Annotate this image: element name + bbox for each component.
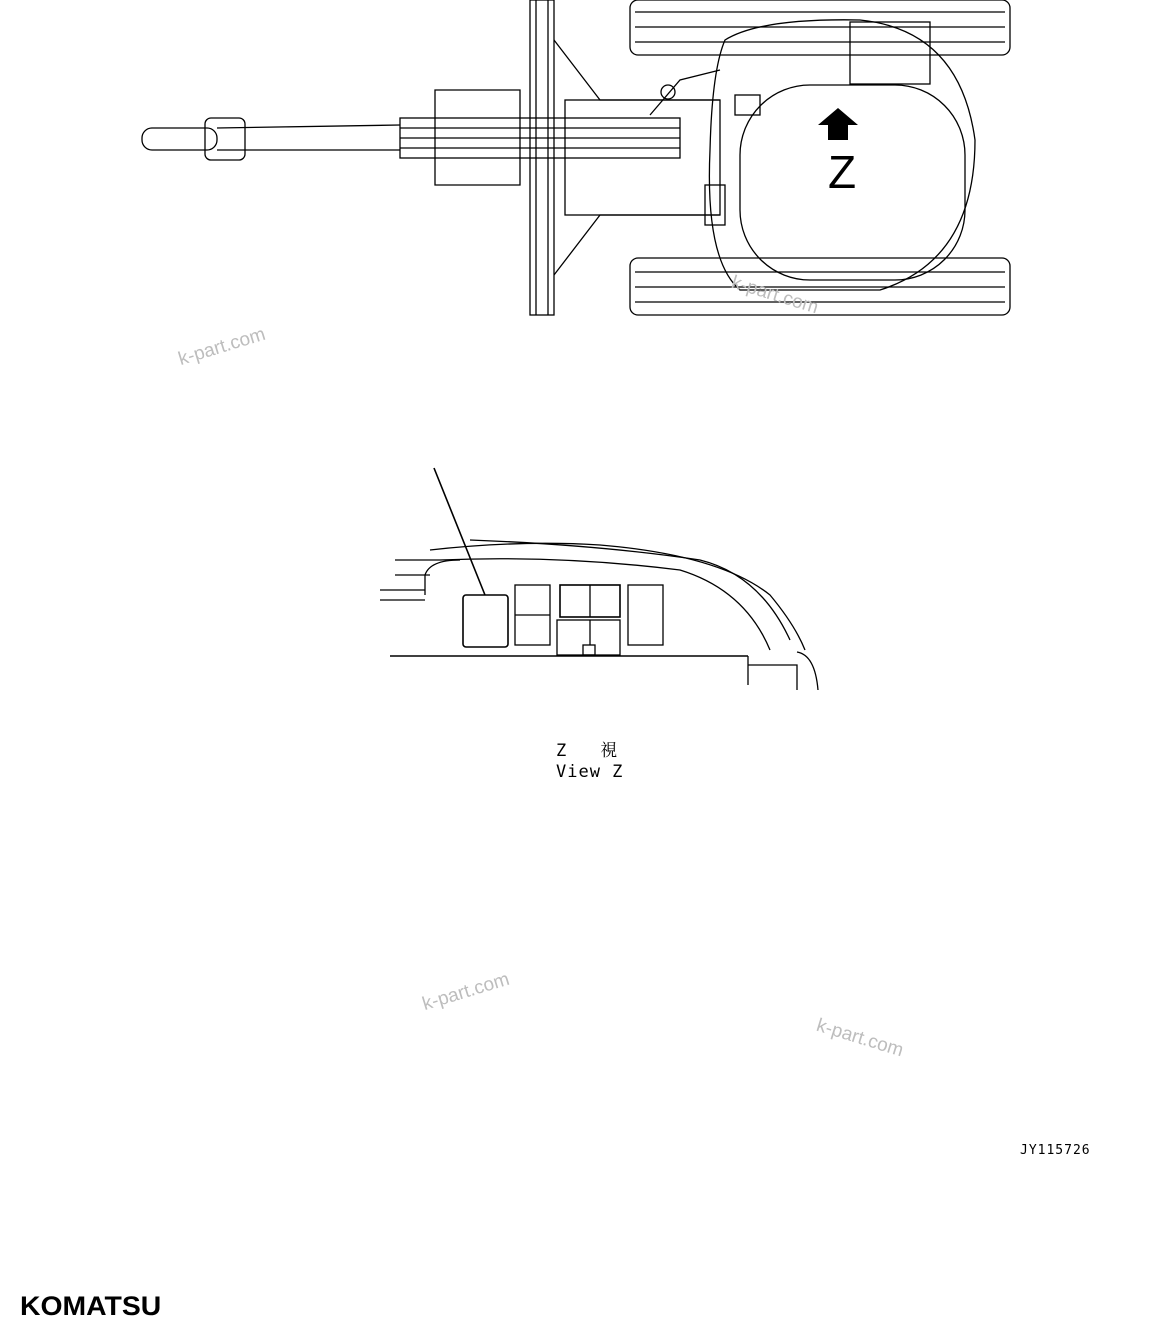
drawing-number: JY115726 (1020, 1143, 1091, 1158)
view-z-arrow (818, 108, 858, 140)
upper-track (630, 0, 1010, 55)
boom-arm (142, 70, 720, 185)
watermark: k-part.com (813, 1015, 906, 1062)
watermark: k-part.com (176, 323, 268, 371)
view-caption-english: View Z (556, 762, 624, 782)
lower-track (630, 258, 1010, 315)
view-marker-z: Z (828, 146, 857, 198)
view-z-drawing (380, 468, 818, 690)
watermark: k-part.com (728, 272, 821, 319)
watermark: k-part.com (420, 968, 512, 1016)
view-caption-japanese: Z 視 (556, 741, 618, 761)
komatsu-logo: KOMATSU (20, 1291, 162, 1321)
